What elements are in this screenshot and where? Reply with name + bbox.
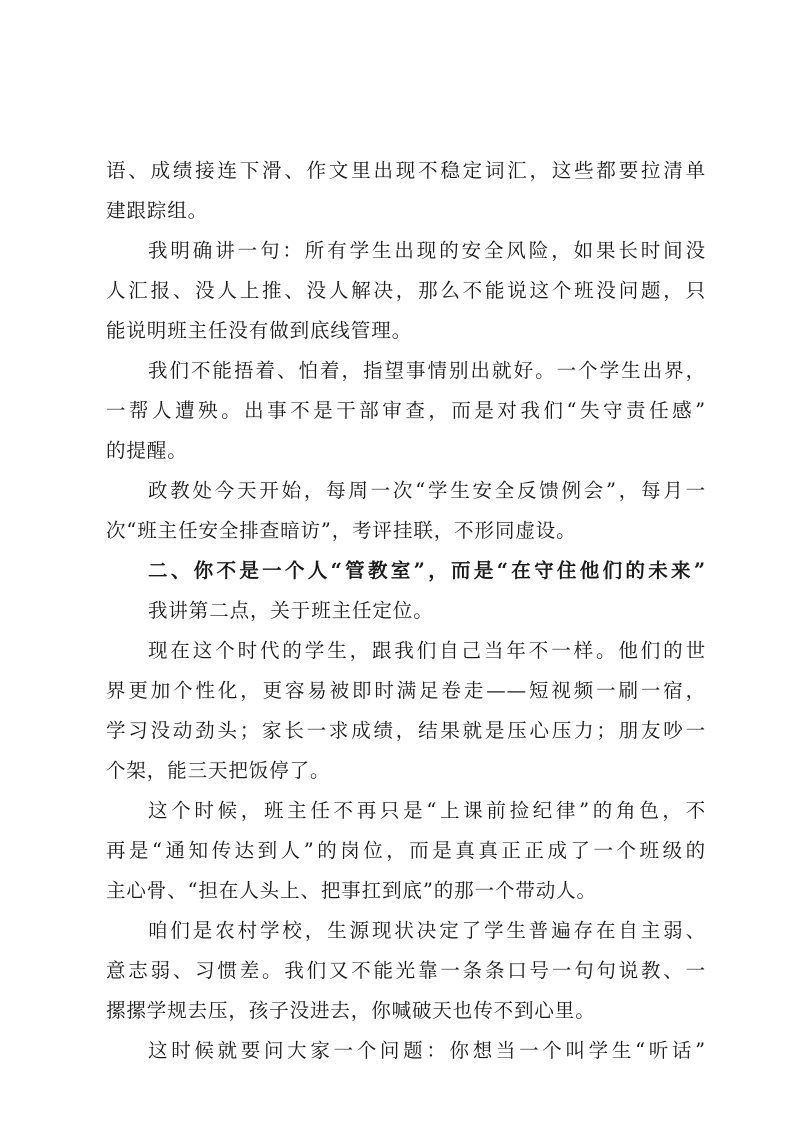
paragraph-first-line: 这时候就要问大家一个问题：你想当一个叫学生“听话” (148, 1039, 706, 1062)
paragraph-first-line: 这个时候，班主任不再只是“上课前捡纪律”的角色，不 (148, 799, 706, 822)
body-text-line: 能说明班主任没有做到底线管理。 (106, 319, 413, 342)
body-text-line: 一帮人遭殃。出事不是干部审查，而是对我们“失守责任感” (106, 399, 706, 422)
body-text-line: 人汇报、没人上推、没人解决，那么不能说这个班没问题，只 (106, 279, 706, 302)
body-text-line: 界更加个性化，更容易被即时满足卷走——短视频一刷一宿， (106, 679, 706, 702)
paragraph-first-line: 我明确讲一句：所有学生出现的安全风险，如果长时间没 (148, 239, 706, 262)
body-text-line: 再是“通知传达到人”的岗位，而是真真正正成了一个班级的 (106, 839, 706, 862)
paragraph-first-line: 现在这个时代的学生，跟我们自己当年不一样。他们的世 (148, 639, 706, 662)
body-text-line: 建跟踪组。 (106, 199, 209, 222)
paragraph-first-line: 咱们是农村学校，生源现状决定了学生普遍存在自主弱、 (148, 919, 706, 942)
body-text-line: 摞摞学规去压，孩子没进去，你喊破天也传不到心里。 (106, 999, 596, 1022)
paragraph-first-line: 我讲第二点，关于班主任定位。 (148, 599, 434, 622)
paragraph-first-line: 政教处今天开始，每周一次“学生安全反馈例会”，每月一 (148, 479, 706, 502)
body-text-line: 的提醒。 (106, 439, 188, 462)
body-text-line: 意志弱、习惯差。我们又不能光靠一条条口号一句句说教、一 (106, 959, 706, 982)
body-text-line: 主心骨、“担在人头上、把事扛到底”的那一个带动人。 (106, 879, 597, 902)
section-heading: 二、你不是一个人“管教室”，而是“在守住他们的未来” (148, 559, 706, 582)
body-text-line: 学习没动劲头；家长一求成绩，结果就是压心压力；朋友吵一 (106, 719, 706, 742)
body-text-line: 个架，能三天把饭停了。 (106, 759, 331, 782)
paragraph-first-line: 我们不能捂着、怕着，指望事情别出就好。一个学生出界， (148, 359, 706, 382)
body-text-line: 语、成绩接连下滑、作文里出现不稳定词汇，这些都要拉清单 (106, 159, 706, 182)
body-text-line: 次“班主任安全排查暗访”，考评挂联，不形同虚设。 (106, 519, 577, 542)
